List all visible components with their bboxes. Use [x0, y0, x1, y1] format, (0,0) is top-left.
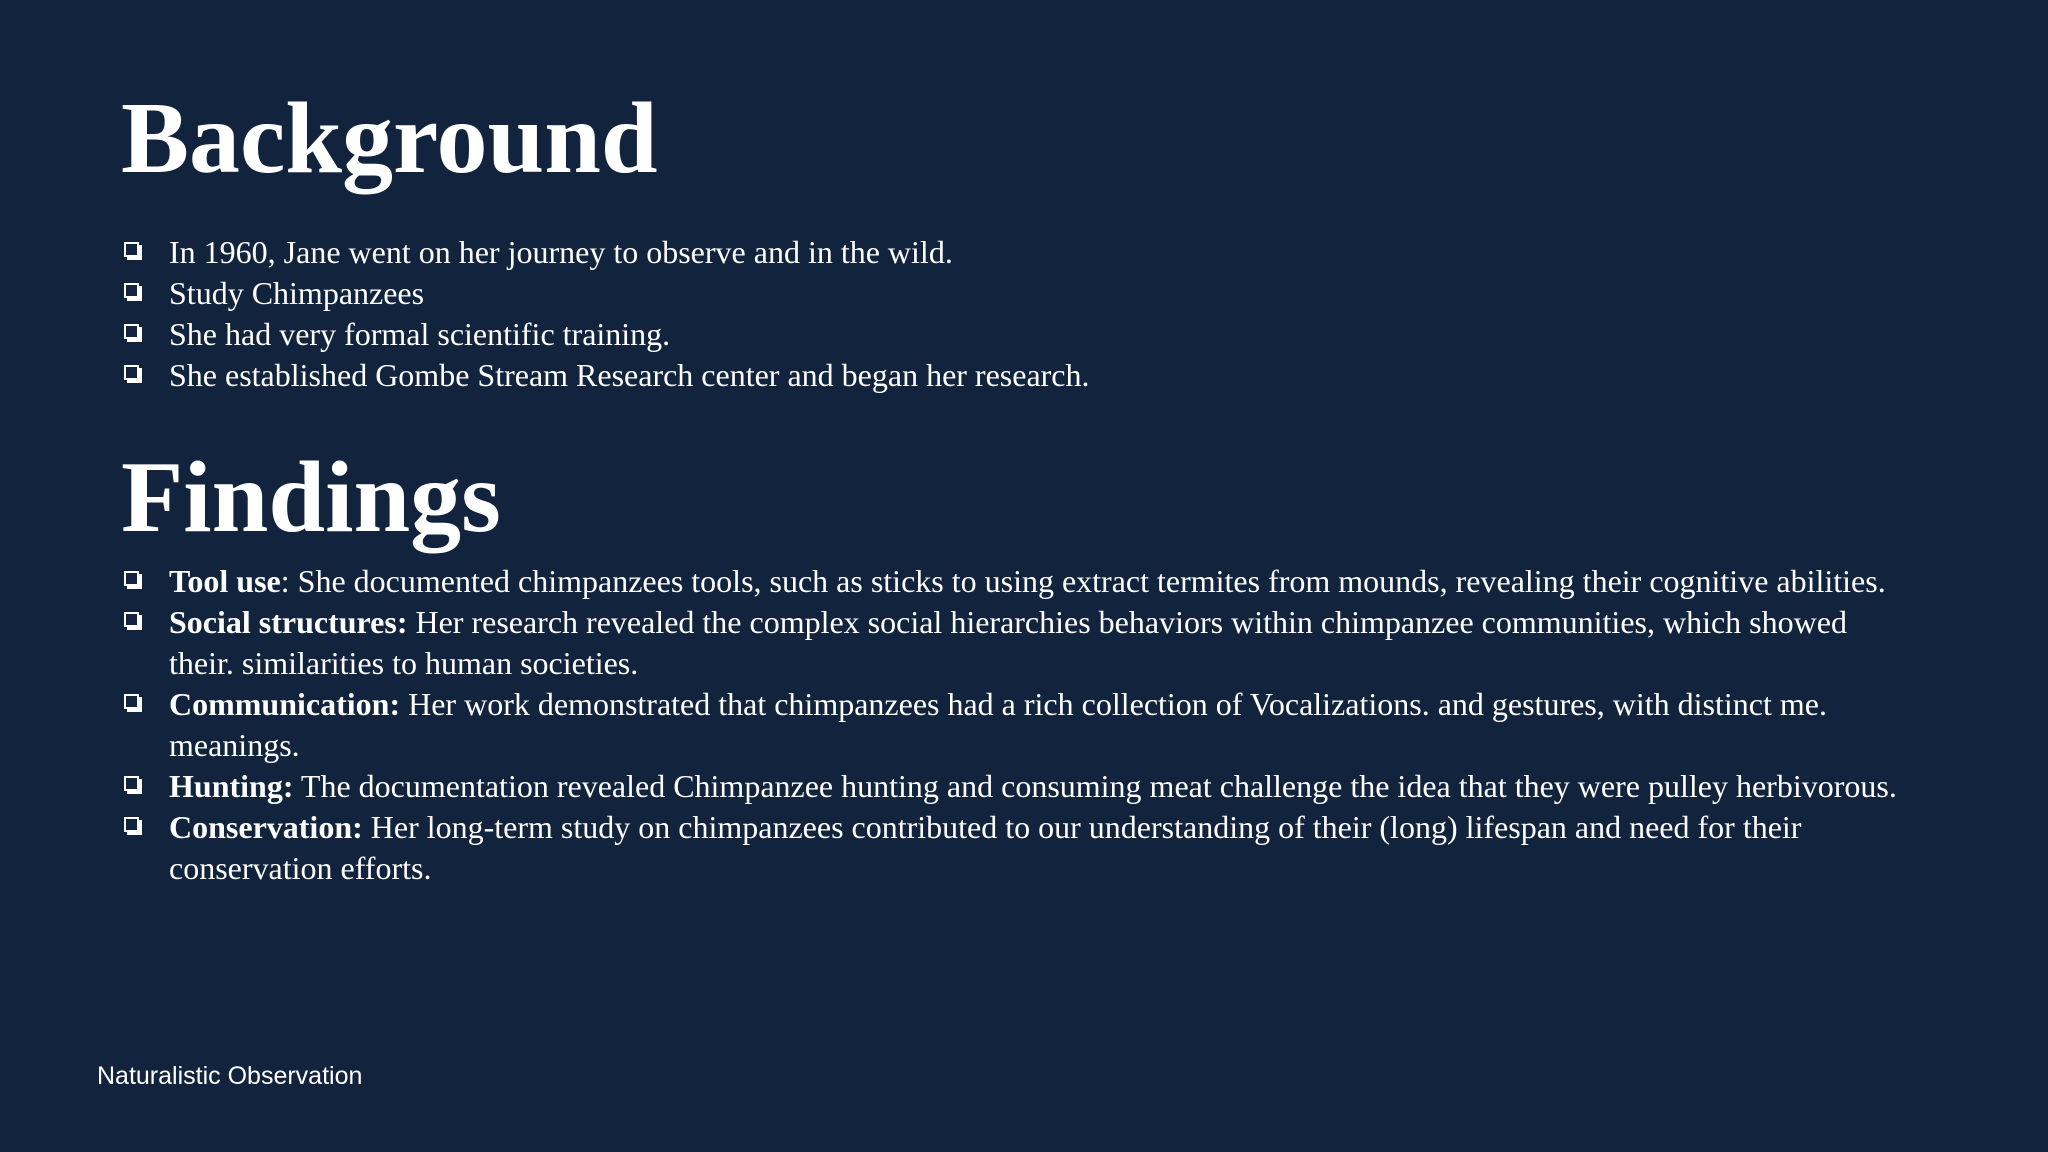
- checkbox-square-icon: [124, 612, 139, 627]
- list-item: [121, 355, 1521, 396]
- list-item: [121, 602, 1911, 684]
- finding-term: Tool use: [169, 563, 281, 599]
- list-item-text: Study Chimpanzees: [169, 275, 425, 311]
- list-item: [121, 807, 1911, 889]
- checkbox-square-icon: [124, 324, 139, 339]
- list-item: [121, 273, 1521, 314]
- checkbox-square-icon: [124, 283, 139, 298]
- finding-term: Communication:: [169, 686, 401, 722]
- footer-label: Naturalistic Observation: [97, 1062, 363, 1090]
- finding-text: : She documented chimpanzees tools, such as sticks to using extract termites from mounds, revealing their cognitive abilities.: [280, 563, 1886, 599]
- list-item: [121, 684, 1911, 766]
- findings-list: [121, 561, 1911, 889]
- finding-text: Her work demonstrated that chimpanzees had a rich collection of Vocalizations. and gestures, with distinct me. meanings.: [169, 686, 1827, 763]
- list-item: [121, 766, 1911, 807]
- list-item: [121, 232, 1521, 273]
- finding-term: Conservation:: [169, 809, 363, 845]
- checkbox-square-icon: [124, 242, 139, 257]
- finding-text: Her long-term study on chimpanzees contributed to our understanding of their (long) lifespan and need for their conservation efforts.: [169, 809, 1802, 886]
- list-item-text: She established Gombe Stream Research center and began her research.: [169, 357, 1090, 393]
- checkbox-square-icon: [124, 776, 139, 791]
- checkbox-square-icon: [124, 694, 139, 709]
- checkbox-square-icon: [124, 365, 139, 380]
- finding-term: Social structures:: [169, 604, 408, 640]
- finding-text: The documentation revealed Chimpanzee hunting and consuming meat challenge the idea that they were pulley herbivorous.: [293, 768, 1897, 804]
- finding-text: Her research revealed the complex social hierarchies behaviors within chimpanzee communities, which showed their. similarities to human societies.: [169, 604, 1847, 681]
- checkbox-square-icon: [124, 571, 139, 586]
- list-item-text: In 1960, Jane went on her journey to observe and in the wild.: [169, 234, 953, 270]
- background-heading: Background: [121, 82, 658, 195]
- checkbox-square-icon: [124, 817, 139, 832]
- background-list: [121, 232, 1521, 396]
- findings-heading: Findings: [121, 441, 501, 554]
- list-item-text: She had very formal scientific training.: [169, 316, 671, 352]
- finding-term: Hunting:: [169, 768, 294, 804]
- list-item: [121, 314, 1521, 355]
- list-item: [121, 561, 1911, 602]
